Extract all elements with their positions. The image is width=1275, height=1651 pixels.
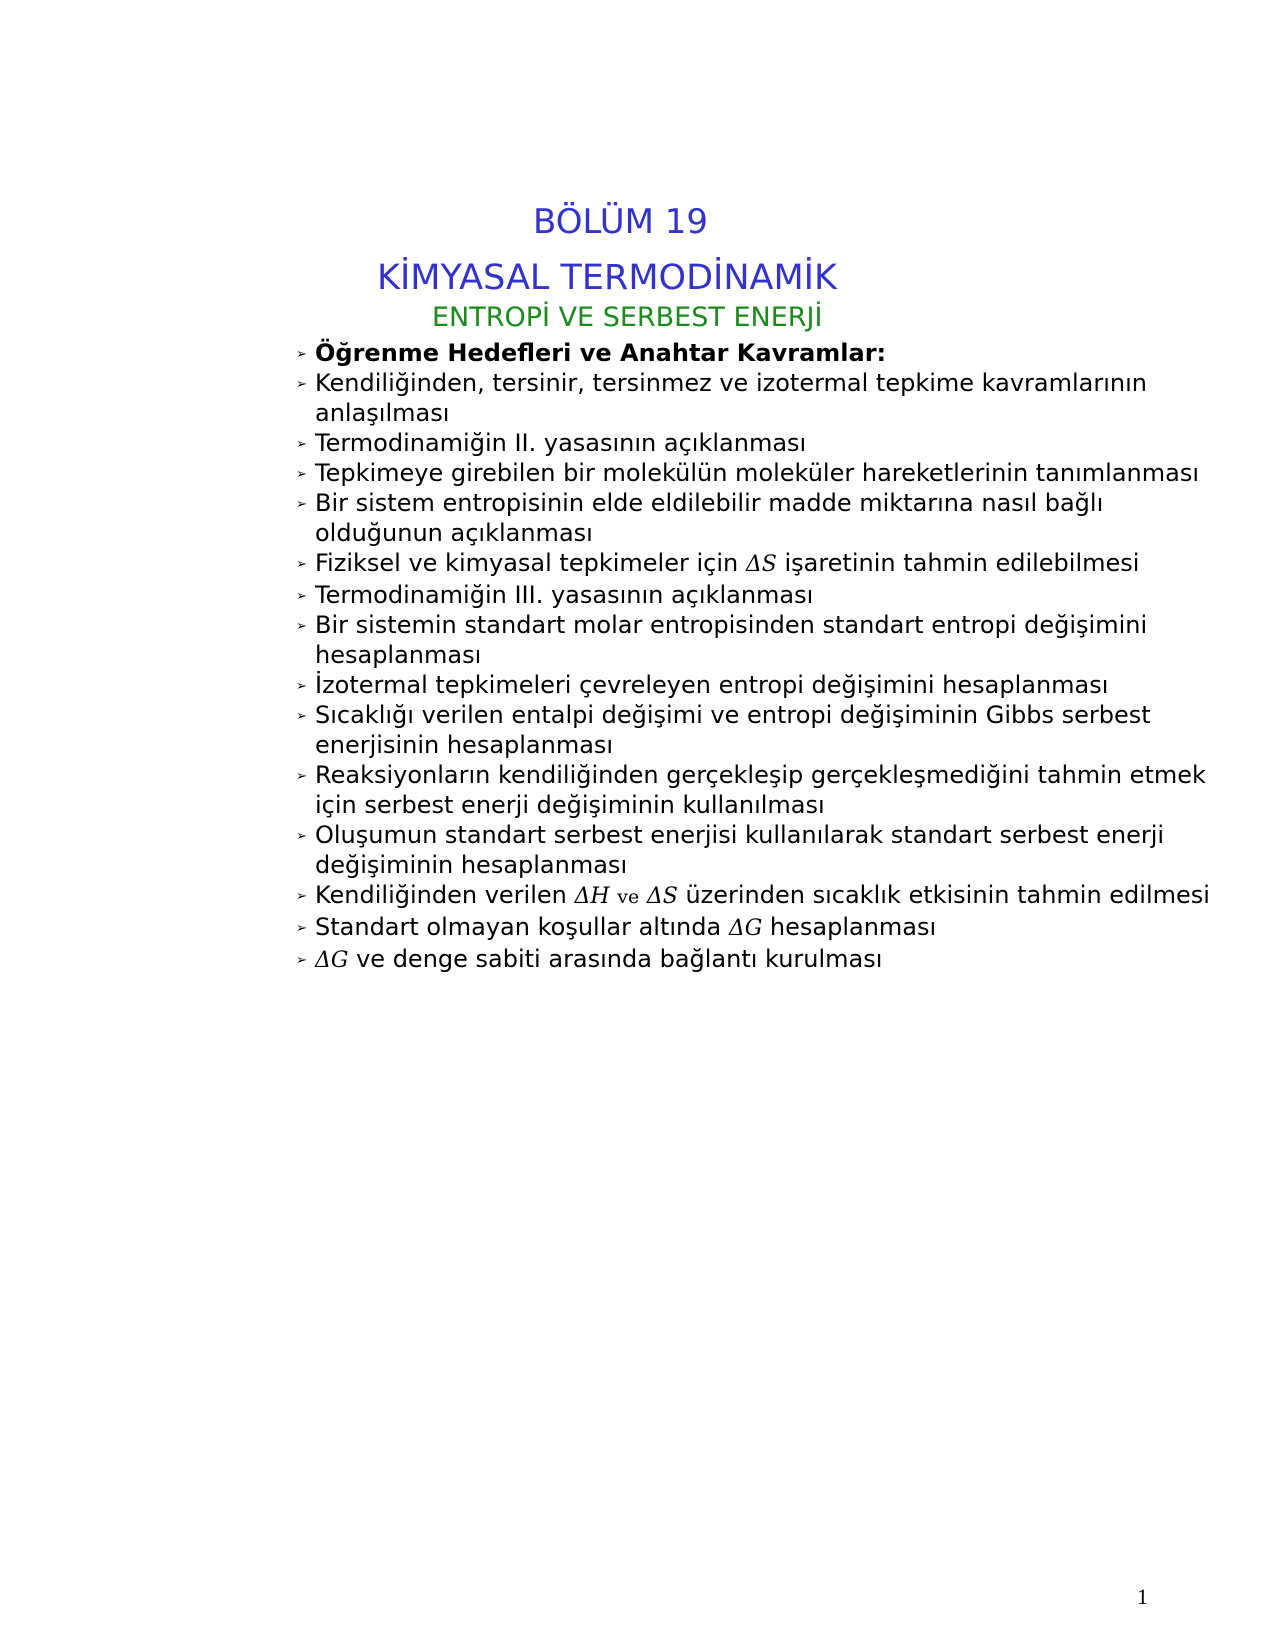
- objective-text: Bir sistem entropisinin elde eldilebilir madde miktarına nasıl bağlı olduğunun açıklanması: [315, 489, 1104, 547]
- objective-item: [296, 880, 1226, 912]
- chapter-title: KİMYASAL TERMODİNAMİK: [377, 258, 837, 298]
- delta-g-symbol: ΔG: [728, 916, 763, 941]
- objective-item: [296, 820, 1226, 880]
- arrow-bullet-icon: ➢: [296, 889, 307, 904]
- page-number: 1: [1137, 1584, 1148, 1609]
- objective-item: [296, 580, 1226, 610]
- arrow-bullet-icon: ➢: [296, 769, 307, 784]
- arrow-bullet-icon: ➢: [296, 709, 307, 724]
- objective-text: Bir sistemin standart molar entropisinden standart entropi değişimini hesaplanması: [315, 611, 1148, 669]
- objective-item: [296, 944, 1226, 976]
- chapter-subtitle: ENTROPİ VE SERBEST ENERJİ: [432, 302, 823, 333]
- arrow-bullet-icon: ➢: [296, 953, 307, 968]
- arrow-bullet-icon: ➢: [296, 829, 307, 844]
- arrow-bullet-icon: ➢: [296, 679, 307, 694]
- objective-item: [296, 760, 1226, 820]
- arrow-bullet-icon: ➢: [296, 619, 307, 634]
- delta-s-symbol: ΔS: [745, 552, 777, 577]
- arrow-bullet-icon: ➢: [296, 497, 307, 512]
- objective-item: [296, 912, 1226, 944]
- objective-item: [296, 488, 1226, 548]
- delta-h-symbol: ΔH: [574, 884, 610, 909]
- arrow-bullet-icon: ➢: [296, 921, 307, 936]
- objective-text: Termodinamiğin II. yasasının açıklanması: [315, 429, 807, 457]
- learning-objectives-list: [296, 338, 1226, 976]
- objectives-heading-text: Öğrenme Hedefleri ve Anahtar Kavramlar:: [315, 339, 887, 367]
- objective-text: Kendiliğinden verilen ΔH ve ΔS üzerinden sıcaklık etkisinin tahmin edilmesi: [315, 881, 1210, 909]
- objectives-heading: [296, 338, 1226, 368]
- delta-s-symbol: ΔS: [646, 884, 678, 909]
- ve-connector: ve: [617, 886, 640, 908]
- arrow-bullet-icon: ➢: [296, 437, 307, 452]
- objective-item: [296, 610, 1226, 670]
- objective-item: [296, 700, 1226, 760]
- objective-text: İzotermal tepkimeleri çevreleyen entropi değişimini hesaplanması: [315, 671, 1109, 699]
- objective-text: Standart olmayan koşullar altında ΔG hesaplanması: [315, 913, 937, 941]
- chapter-number: BÖLÜM 19: [533, 202, 709, 242]
- objective-text: Reaksiyonların kendiliğinden gerçekleşip gerçekleşmediğini tahmin etmek için serbest enerji değişiminin kullanılması: [315, 761, 1206, 819]
- delta-g-symbol: ΔG: [315, 948, 349, 973]
- objective-text: Sıcaklığı verilen entalpi değişimi ve entropi değişiminin Gibbs serbest enerjisinin hesaplanması: [315, 701, 1151, 759]
- arrow-bullet-icon: ➢: [296, 589, 307, 604]
- objective-item: [296, 670, 1226, 700]
- objective-text: Tepkimeye girebilen bir molekülün moleküler hareketlerinin tanımlanması: [315, 459, 1200, 487]
- objective-text: Fiziksel ve kimyasal tepkimeler için ΔS işaretinin tahmin edilebilmesi: [315, 549, 1140, 577]
- arrow-bullet-icon: ➢: [296, 377, 307, 392]
- objective-text: Oluşumun standart serbest enerjisi kullanılarak standart serbest enerji değişiminin hesaplanması: [315, 821, 1165, 879]
- arrow-bullet-icon: ➢: [296, 557, 307, 572]
- arrow-bullet-icon: ➢: [296, 347, 307, 362]
- arrow-bullet-icon: ➢: [296, 467, 307, 482]
- objective-text: Termodinamiğin III. yasasının açıklanması: [315, 581, 814, 609]
- objective-item: [296, 428, 1226, 458]
- objective-text: Kendiliğinden, tersinir, tersinmez ve izotermal tepkime kavramlarının anlaşılması: [315, 369, 1147, 427]
- objective-item: [296, 548, 1226, 580]
- objective-item: [296, 368, 1226, 428]
- objective-item: [296, 458, 1226, 488]
- objective-text: ΔG ve denge sabiti arasında bağlantı kurulması: [315, 945, 883, 973]
